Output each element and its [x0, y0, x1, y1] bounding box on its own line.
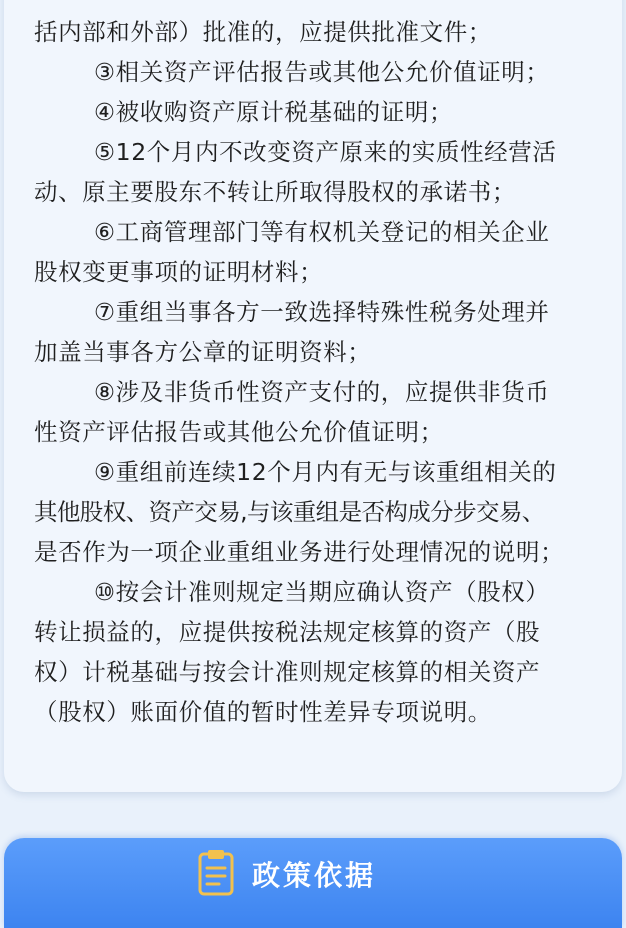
text-line: 动、原主要股东不转让所取得股权的承诺书； [34, 178, 516, 206]
text-line: 是否作为一项企业重组业务进行处理情况的说明； [34, 538, 565, 566]
text-line: 其他股权、资产交易,与该重组是否构成分步交易、 [34, 498, 545, 526]
content-card [4, 0, 622, 792]
text-line: 括内部和外部）批准的，应提供批准文件； [34, 18, 492, 46]
text-line: ⑧涉及非货币性资产支付的，应提供非货币 [94, 378, 550, 406]
text-line: ③相关资产评估报告或其他公允价值证明； [94, 58, 550, 86]
text-line: ⑥工商管理部门等有权机关登记的相关企业 [94, 218, 550, 246]
text-line: ⑤12个月内不改变资产原来的实质性经营活 [94, 138, 557, 166]
text-line: ⑦重组当事各方一致选择特殊性税务处理并 [94, 298, 550, 326]
text-line: ④被收购资产原计税基础的证明； [94, 98, 454, 126]
text-line: （股权）账面价值的暂时性差异专项说明。 [34, 698, 492, 726]
text-line: 权）计税基础与按会计准则规定核算的相关资产 [34, 658, 541, 686]
policy-basis-header[interactable] [4, 838, 622, 928]
text-line: ⑩按会计准则规定当期应确认资产（股权） [94, 578, 550, 606]
text-line: ⑨重组前连续12个月内有无与该重组相关的 [94, 458, 557, 486]
text-line: 转让损益的，应提供按税法规定核算的资产（股 [34, 618, 541, 646]
text-line: 性资产评估报告或其他公允价值证明； [34, 418, 444, 446]
text-line: 加盖当事各方公章的证明资料； [34, 338, 372, 366]
section-title: 政策依据 [252, 859, 377, 892]
clipboard-icon [196, 848, 236, 896]
text-line: 股权变更事项的证明材料； [34, 258, 324, 286]
